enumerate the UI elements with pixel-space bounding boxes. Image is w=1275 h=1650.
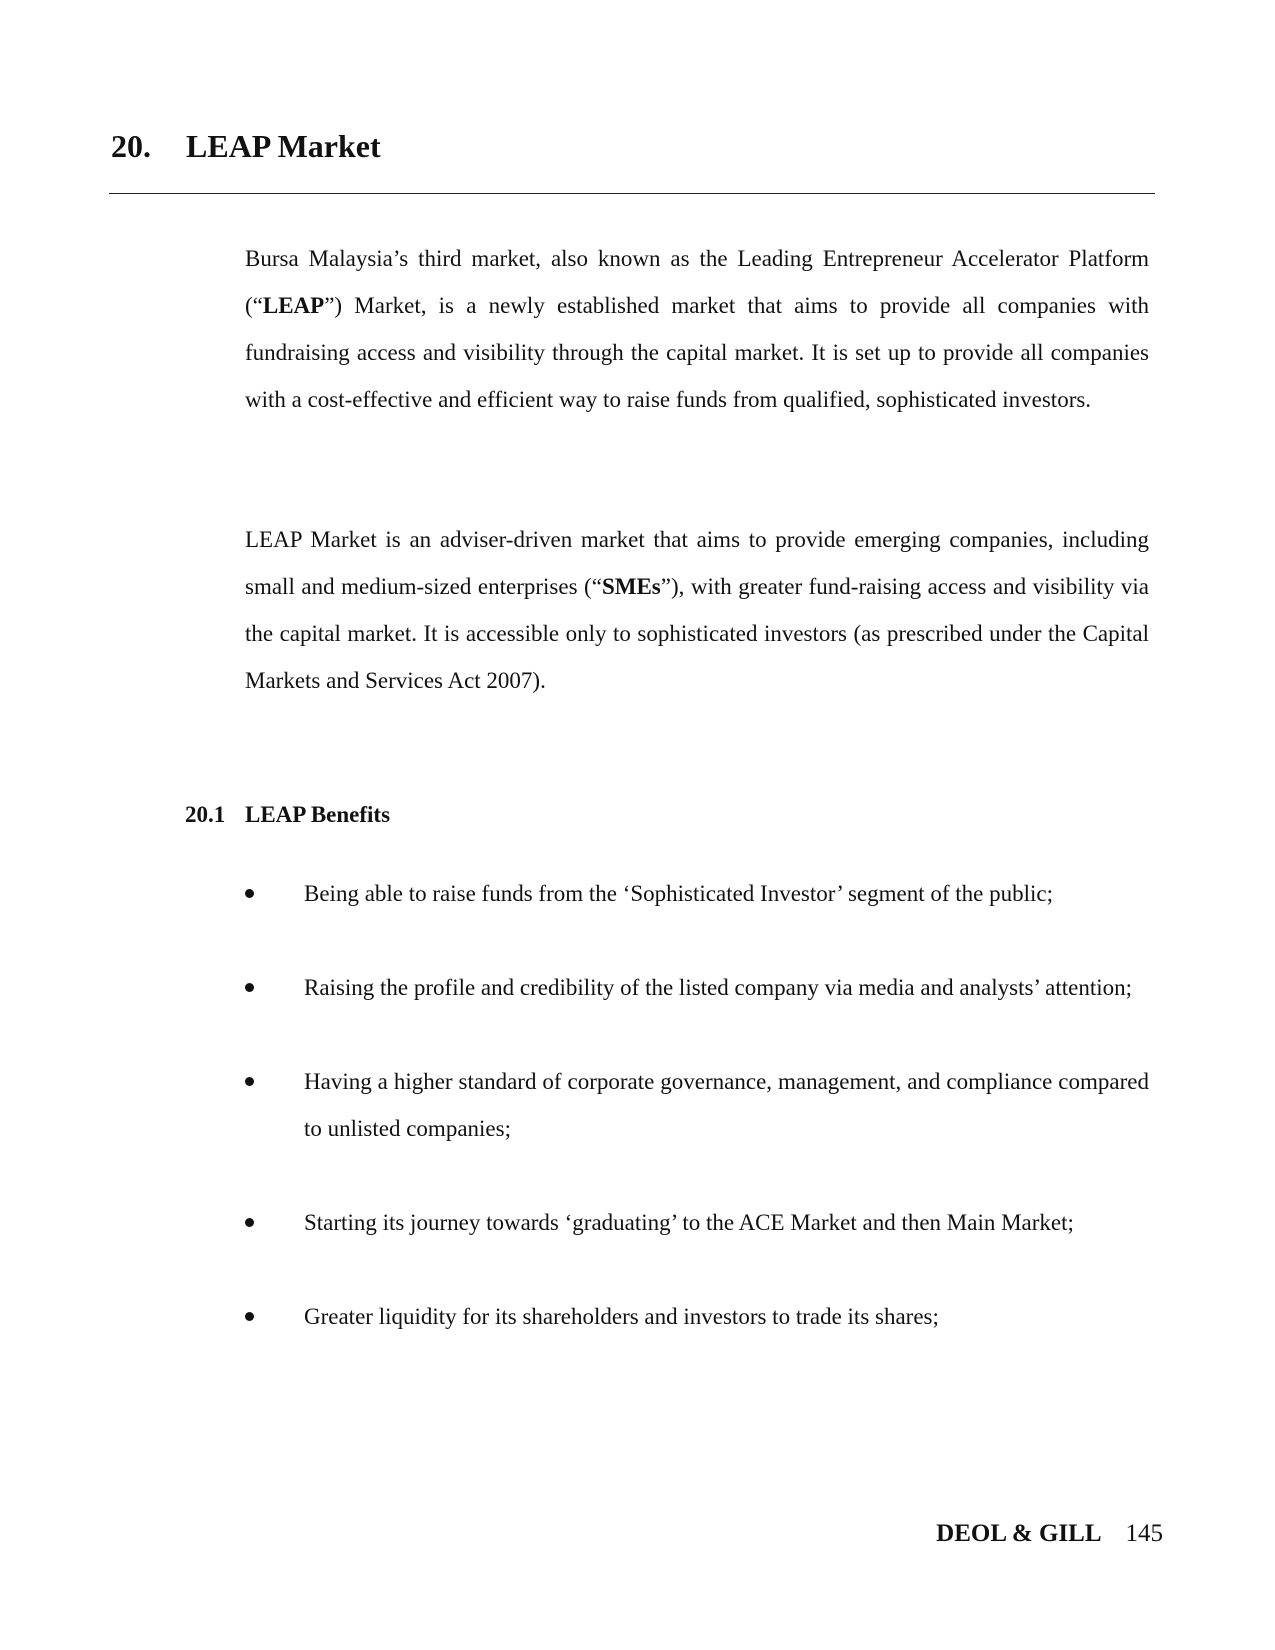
benefit-text: Raising the profile and credibility of the listed company via media and analysts’ attention; [304,975,1132,1000]
benefit-text: Being able to raise funds from the ‘Sophisticated Investor’ segment of the public; [304,881,1054,906]
intro-text-part2: ”) Market, is a newly established market that aims to provide all companies with fundraising access and visibility through the capital market. It is set up to provide all companies with a cost-effective and efficient way to raise funds from qualified, sophisticated investors. [245,293,1149,412]
list-item [245,1199,1149,1246]
description-text-part1: LEAP Market is an adviser-driven market that aims to provide emerging companies, including small and medium-sized enterprises (“ [245,527,1149,599]
section-title: LEAP Market [186,128,381,164]
intro-paragraph [245,235,1149,423]
subsection-number: 20.1 [185,802,226,827]
page-number: 145 [1125,1520,1163,1547]
description-paragraph [245,516,1149,704]
section-number: 20. [111,128,151,164]
bullet-icon [245,1312,254,1321]
bullet-icon [245,1218,254,1227]
page-footer [936,1520,1163,1548]
benefit-text: Greater liquidity for its shareholders and investors to trade its shares; [304,1304,939,1329]
benefits-list [245,870,1149,1387]
list-item [245,964,1149,1011]
list-item [245,1293,1149,1340]
bullet-icon [245,1077,254,1086]
bullet-icon [245,983,254,992]
description-text-part2: ”), with greater fund-raising access and visibility via the capital market. It is accessible only to sophisticated investors (as prescribed under the Capital Markets and Services Act 2007). [245,574,1150,693]
description-bold-term: SMEs [601,574,661,599]
benefit-text: Starting its journey towards ‘graduating’ to the ACE Market and then Main Market; [304,1210,1074,1235]
subsection-heading [185,802,390,828]
section-heading [111,128,381,165]
firm-name: DEOL & GILL [936,1520,1102,1547]
benefit-text: Having a higher standard of corporate governance, management, and compliance compared to unlisted companies; [304,1069,1149,1141]
subsection-title: LEAP Benefits [245,802,391,827]
bullet-icon [245,889,254,898]
intro-text-part1: Bursa Malaysia’s third market, also known as the Leading Entrepreneur Accelerator Platform (“ [245,246,1149,318]
heading-divider [109,193,1155,194]
list-item [245,1058,1149,1152]
intro-bold-term: LEAP [262,293,325,318]
list-item [245,870,1149,917]
